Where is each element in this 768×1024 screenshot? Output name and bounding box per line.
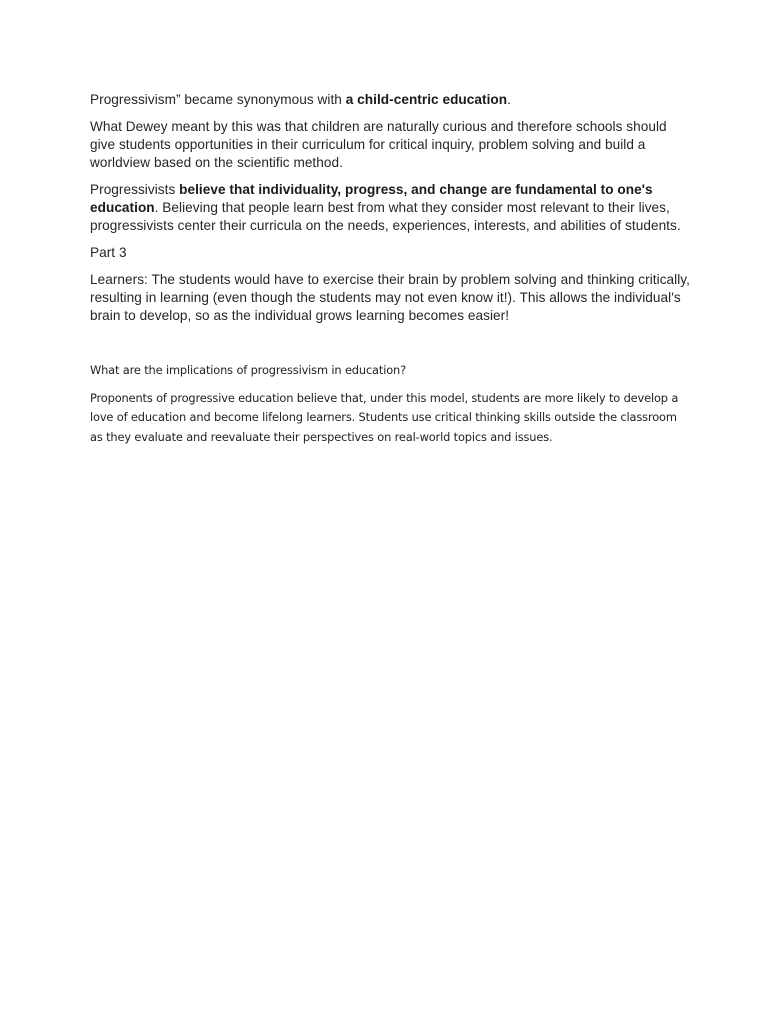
section-label-part-3: Part 3 xyxy=(90,245,127,260)
question-heading: What are the implications of progressivism in education? xyxy=(90,363,407,377)
paragraph-progressivists-prefix: Progressivists xyxy=(90,182,180,197)
paragraph-child-centric xyxy=(90,91,690,109)
paragraph-progressivists-bold: believe that individuality, progress, and change are fundamental to one's education xyxy=(90,182,653,215)
spacer xyxy=(90,334,690,361)
paragraph-learners: Learners: The students would have to exercise their brain by problem solving and thinking critically, resulting in learning (even though the students may not even know it!). This allows the individual's brain to develop, so as the individual grows learning becomes easier! xyxy=(90,272,690,323)
paragraph-child-centric-bold: a child-centric education xyxy=(345,92,508,107)
paragraph-child-centric-prefix: Progressivism” became synonymous with xyxy=(90,92,346,107)
paragraph-progressivists xyxy=(90,181,690,235)
paragraph-progressivists-suffix: . Believing that people learn best from what they consider most relevant to their lives, progressivists center their curricula on the needs, experiences, interests, and abilities of students. xyxy=(90,200,681,233)
paragraph-dewey: What Dewey meant by this was that children are naturally curious and therefore schools should give students opportunities in their curriculum for critical inquiry, problem solving and build a worldview based on the scientific method. xyxy=(90,119,667,170)
paragraph-implications: Proponents of progressive education believe that, under this model, students are more likely to develop a love of education and become lifelong learners. Students use critical thinking skills outside the classroom as they evaluate and reevaluate their perspectives on real-world topics and issues. xyxy=(90,390,679,444)
document-body xyxy=(90,91,690,455)
paragraph-child-centric-suffix: . xyxy=(507,92,511,107)
